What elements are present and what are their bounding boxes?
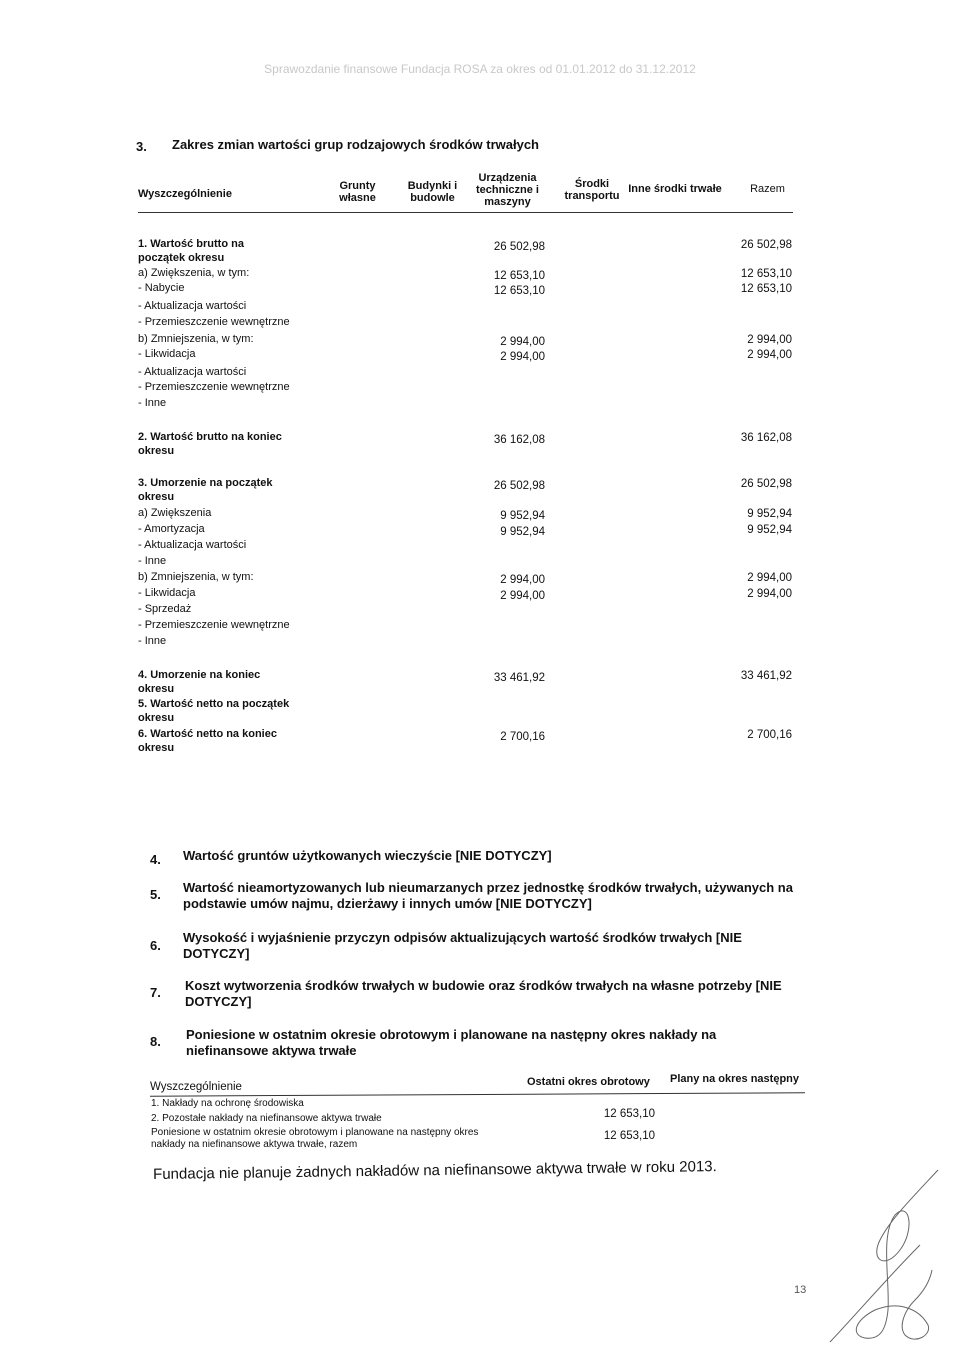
section-3-row-razem-value: 2 994,00 — [747, 334, 792, 346]
section-3-row-label: a) Zwiększenia, w tym: — [138, 267, 250, 279]
section-3-row-label: - Aktualizacja wartości — [138, 539, 247, 551]
section-3-row-urzadzenia-value: 26 502,98 — [493, 241, 545, 253]
handwritten-signature — [820, 1160, 950, 1350]
col-header-srodki-transportu: Środki transportu — [564, 178, 620, 202]
section-6-text: Wysokość i wyjaśnienie przyczyn odpisów aktualizujących wartość środków trwałych [NIE DOTYCZY] — [183, 930, 742, 961]
section-3-row-urzadzenia-value: 2 994,00 — [500, 590, 545, 602]
section-3-row-label: - Sprzedaż — [138, 603, 192, 615]
section-3-row-razem-value: 2 994,00 — [747, 572, 792, 584]
section-3-row-label: - Przemieszczenie wewnętrzne — [138, 316, 290, 328]
section-8-number: 8. — [150, 1034, 161, 1049]
table8-header-last-period: Ostatni okres obrotowy — [527, 1076, 650, 1088]
section-3-row-razem-value: 2 700,16 — [747, 729, 792, 741]
section-5-text: Wartość nieamortyzowanych lub nieumarzanych przez jednostkę środków trwałych, używanych na podstawie umów najmu, dzierżawy i innych umów [NIE DOTYCZY] — [183, 880, 793, 911]
section-3-row-label: 1. Wartość brutto na początek okresu — [138, 238, 244, 264]
section-3-row-label: - Inne — [138, 635, 167, 647]
header-divider — [138, 212, 793, 213]
section-6-number: 6. — [150, 938, 161, 953]
section-3-row-urzadzenia-value: 12 653,10 — [493, 285, 545, 297]
section-3-row-razem-value: 9 952,94 — [747, 508, 792, 520]
section-3-row-urzadzenia-value: 33 461,92 — [493, 672, 545, 684]
section-3-row-label: - Amortyzacja — [138, 523, 205, 535]
section-3-row-razem-value: 2 994,00 — [747, 349, 792, 361]
section-3-row-razem-value: 12 653,10 — [740, 268, 792, 280]
section-3-row-label: 4. Umorzenie na koniec okresu — [138, 669, 261, 695]
col-header-grunty: Grunty własne — [339, 180, 376, 204]
table8-header-label: Wyszczególnienie — [150, 1081, 242, 1093]
page-number: 13 — [794, 1284, 807, 1296]
section-4-number: 4. — [150, 852, 161, 867]
section-3-row-label: - Likwidacja — [138, 348, 196, 360]
section-3-row-label: 2. Wartość brutto na koniec okresu — [138, 431, 282, 457]
section-3-row-label: 6. Wartość netto na koniec okresu — [138, 728, 277, 754]
section-3-row-razem-value: 9 952,94 — [747, 524, 792, 536]
section-3-row-urzadzenia-value: 12 653,10 — [493, 270, 545, 282]
col-header-razem: Razem — [750, 183, 785, 195]
col-header-label: Wyszczególnienie — [138, 188, 232, 200]
section-3-row-label: 3. Umorzenie na początek okresu — [138, 477, 273, 503]
section-3-row-label: - Inne — [138, 555, 167, 567]
section-3-row-urzadzenia-value: 2 700,16 — [500, 731, 545, 743]
section-3-row-label: a) Zwiększenia — [138, 507, 212, 519]
section-3-row-label: - Nabycie — [138, 282, 185, 294]
table8-header-next-period: Plany na okres następny — [670, 1073, 799, 1085]
section-3-row-label: - Przemieszczenie wewnętrzne — [138, 619, 290, 631]
col-header-inne: Inne środki trwałe — [628, 183, 722, 195]
section-7-number: 7. — [150, 985, 161, 1000]
section-3-row-razem-value: 12 653,10 — [740, 283, 792, 295]
table8-row-2-last: 12 653,10 — [603, 1108, 655, 1120]
section-3-row-label: b) Zmniejszenia, w tym: — [138, 571, 254, 583]
section-3-row-label: - Aktualizacja wartości — [138, 366, 247, 378]
table8-row-3-last: 12 653,10 — [603, 1130, 655, 1142]
section-3-row-urzadzenia-value: 2 994,00 — [500, 351, 545, 363]
table8-row-1-label: 1. Nakłady na ochronę środowiska — [151, 1098, 304, 1109]
section-5-number: 5. — [150, 887, 161, 902]
document-header: Sprawozdanie finansowe Fundacja ROSA za okres od 01.01.2012 do 31.12.2012 — [264, 62, 696, 76]
section-3-row-urzadzenia-value: 2 994,00 — [500, 336, 545, 348]
section-3-row-label: b) Zmniejszenia, w tym: — [138, 333, 254, 345]
section-3-row-razem-value: 36 162,08 — [740, 432, 792, 444]
table8-row-3-label: Poniesione w ostatnim okresie obrotowym i planowane na następny okres nakłady na niefinansowe aktywa trwałe, razem — [151, 1127, 479, 1150]
section-3-row-urzadzenia-value: 9 952,94 — [500, 510, 545, 522]
note-text: Fundacja nie planuje żadnych nakładów na niefinansowe aktywa trwałe w roku 2013. — [153, 1158, 717, 1183]
col-header-urzadzenia: Urządzenia techniczne i maszyny — [476, 172, 539, 208]
section-3-title: Zakres zmian wartości grup rodzajowych środków trwałych — [172, 137, 539, 152]
table8-divider — [150, 1092, 805, 1096]
section-3-row-urzadzenia-value: 26 502,98 — [493, 480, 545, 492]
section-3-row-urzadzenia-value: 2 994,00 — [500, 574, 545, 586]
section-7-text: Koszt wytworzenia środków trwałych w budowie oraz środków trwałych na własne potrzeby [NIE DOTYCZY] — [185, 978, 782, 1009]
section-3-row-label: - Likwidacja — [138, 587, 196, 599]
section-3-row-razem-value: 33 461,92 — [740, 670, 792, 682]
section-3-row-urzadzenia-value: 9 952,94 — [500, 526, 545, 538]
section-3-row-razem-value: 2 994,00 — [747, 588, 792, 600]
section-3-row-urzadzenia-value: 36 162,08 — [493, 434, 545, 446]
section-8-text: Poniesione w ostatnim okresie obrotowym i planowane na następny okres nakłady na niefinansowe aktywa trwałe — [186, 1027, 717, 1058]
section-3-row-label: - Aktualizacja wartości — [138, 300, 247, 312]
table8-row-2-label: 2. Pozostałe nakłady na niefinansowe aktywa trwałe — [151, 1113, 382, 1124]
col-header-budynki: Budynki i budowle — [407, 180, 458, 204]
section-3-number: 3. — [136, 139, 147, 154]
section-3-row-razem-value: 26 502,98 — [740, 239, 792, 251]
section-3-row-label: - Inne — [138, 397, 167, 409]
section-4-text: Wartość gruntów użytkowanych wieczyście [NIE DOTYCZY] — [183, 848, 552, 863]
section-3-row-label: - Przemieszczenie wewnętrzne — [138, 381, 290, 393]
section-3-row-razem-value: 26 502,98 — [740, 478, 792, 490]
section-3-row-label: 5. Wartość netto na początek okresu — [138, 698, 290, 724]
